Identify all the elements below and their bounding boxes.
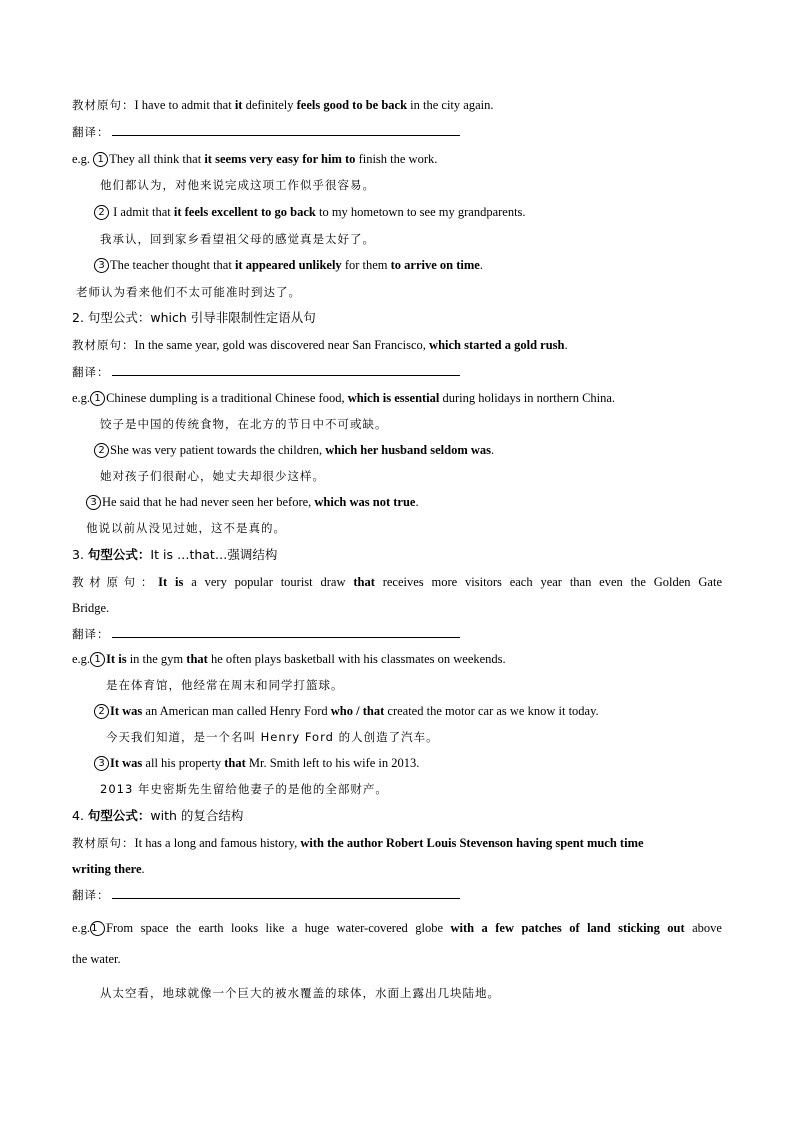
circled-number-3: 3 [86, 495, 101, 510]
translation-line-1 [72, 124, 722, 140]
translation-blank[interactable] [112, 125, 460, 136]
example-2-2: 2 She was very patient towards the children, which her husband seldom was. [94, 442, 722, 458]
circled-number-1: 1 [90, 921, 105, 936]
translation-blank[interactable] [112, 365, 460, 376]
example-4-1-cont: the water. [72, 952, 121, 966]
circled-number-1: 1 [90, 652, 105, 667]
circled-number-1: 1 [93, 152, 108, 167]
original-sentence-3-cont: Bridge. [72, 601, 110, 615]
example-2-1-translation: 饺子是中国的传统食物，在北方的节日中不可或缺。 [100, 417, 388, 431]
section-2-heading: 2. 句型公式：which 引导非限制性定语从句 [72, 310, 316, 325]
original-sentence-2: 教材原句：In the same year, gold was discovered near San Francisco, which started a gold rush. [72, 338, 568, 352]
example-3-1-translation: 是在体育馆，他经常在周末和同学打篮球。 [106, 678, 344, 692]
example-1-1-translation: 他们都认为，对他来说完成这项工作似乎很容易。 [100, 178, 375, 192]
example-2-3: 3 He said that he had never seen her before, which was not true. [86, 494, 722, 510]
example-1-2: 2 I admit that it feels excellent to go back to my hometown to see my grandparents. [94, 204, 722, 220]
translation-line-2: 翻译： [72, 364, 722, 380]
label-translation: 翻译： [72, 125, 110, 139]
translation-line-4: 翻译： [72, 887, 722, 903]
example-1-2-translation: 我承认，回到家乡看望祖父母的感觉真是太好了。 [100, 232, 375, 246]
example-4-1: e.g.1 From space the earth looks like a huge water-covered globe with a few patches of land sticking out above [72, 921, 722, 935]
original-sentence-4: 教材原句：It has a long and famous history, with the author Robert Louis Stevenson having spent much time [72, 836, 644, 850]
example-3-3-translation: 2013 年史密斯先生留给他妻子的是他的全部财产。 [100, 782, 388, 796]
circled-number-3: 3 [94, 756, 109, 771]
section-3-heading: 3. 句型公式：It is …that…强调结构 [72, 547, 278, 562]
section-4-heading: 4. 句型公式：with 的复合结构 [72, 808, 244, 823]
example-3-3: 3 It was all his property that Mr. Smith left to his wife in 2013. [94, 755, 722, 771]
original-sentence-1: 教材原句：I have to admit that it definitely feels good to be back in the city again. [72, 98, 494, 112]
example-2-2-translation: 她对孩子们很耐心，她丈夫却很少这样。 [100, 469, 325, 483]
example-2-1: e.g. 1 Chinese dumpling is a traditional Chinese food, which is essential during holidays in northern China. [72, 391, 616, 405]
original-sentence-3: 教材原句：It is a very popular tourist draw that receives more visitors each year than even the Golden Gate [72, 575, 722, 589]
example-2-3-translation: 他说以前从没见过她，这不是真的。 [86, 521, 286, 535]
circled-number-2: 2 [94, 205, 109, 220]
example-1-3: 3 The teacher thought that it appeared unlikely for them to arrive on time. [94, 257, 722, 273]
original-sentence-4-cont: writing there. [72, 862, 145, 876]
circled-number-1: 1 [90, 391, 105, 406]
label-original: 教材原句： [72, 98, 135, 112]
example-4-1-translation: 从太空看，地球就像一个巨大的被水覆盖的球体，水面上露出几块陆地。 [100, 986, 500, 1000]
circled-number-2: 2 [94, 443, 109, 458]
circled-number-3: 3 [94, 258, 109, 273]
example-3-1: e.g. 1 It is in the gym that he often plays basketball with his classmates on weekends. [72, 652, 506, 666]
circled-number-2: 2 [94, 704, 109, 719]
translation-line-3: 翻译： [72, 626, 722, 642]
translation-blank[interactable] [112, 627, 460, 638]
example-1-3-translation: 老师认为看来他们不太可能准时到达了。 [76, 285, 301, 299]
translation-blank[interactable] [112, 888, 460, 899]
example-3-2: 2 It was an American man called Henry Ford who / that created the motor car as we know it today. [94, 703, 722, 719]
example-1-1: e.g. 1 They all think that it seems very easy for him to finish the work. [72, 152, 438, 166]
example-3-2-translation: 今天我们知道，是一个名叫 Henry Ford 的人创造了汽车。 [106, 730, 439, 744]
